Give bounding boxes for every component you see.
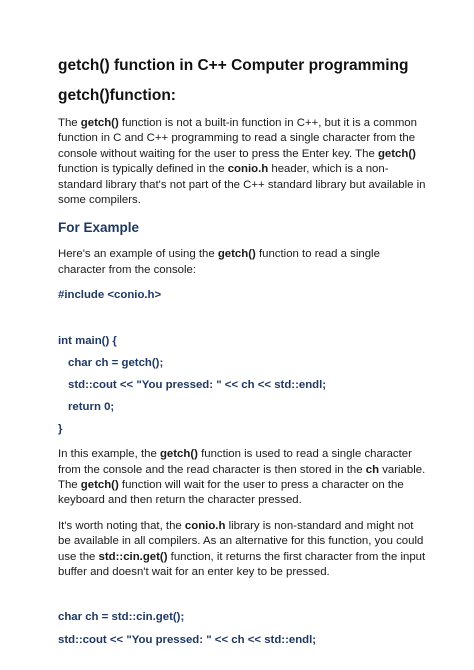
bold-term: getch() <box>80 479 119 492</box>
note-paragraph: It's worth noting that, the conio.h library is non-standard and might not be available in all compilers. As an alternative for this function, you could use the std::cin.get() function, it returns the first character from the input buffer and doesn't wait for an enter key to be pressed. <box>58 519 426 579</box>
code-block-2 <box>58 610 428 648</box>
bold-term: conio.h <box>184 519 226 532</box>
bold-term: conio.h <box>227 163 269 176</box>
bold-term: getch() <box>80 117 119 129</box>
code2-line-decl: char ch = std::cin.get(); <box>58 610 185 623</box>
section-title: getch()function: <box>58 87 176 104</box>
example-heading: For Example <box>58 220 140 236</box>
code-line-decl: char ch = getch(); <box>68 357 164 370</box>
bold-term: getch() <box>377 147 416 160</box>
bold-term: std::cin.get() <box>98 550 168 563</box>
document-page <box>58 56 428 648</box>
bold-term: getch() <box>217 248 256 261</box>
code-line-close: } <box>58 423 63 436</box>
code-line-cout: std::cout << "You pressed: " << ch << std::endl; <box>68 379 327 392</box>
code-line-include: #include <conio.h> <box>58 289 162 302</box>
bold-term: ch <box>365 463 380 476</box>
example-intro-paragraph: Here's an example of using the getch() function to read a single character from the console: <box>58 248 380 276</box>
page-title: getch() function in C++ Computer programming <box>58 57 409 74</box>
code-block-1 <box>58 288 428 437</box>
bold-term: getch() <box>159 448 198 461</box>
code-blank-line <box>58 303 428 334</box>
code-line-return: return 0; <box>68 401 115 414</box>
code-line-main: int main() { <box>58 335 117 348</box>
intro-paragraph: The getch() function is not a built-in function in C++, but it is a common function in C and C++ programming to read a single character from the console without waiting for the user to press the Enter key. The getch() function is typically defined in the conio.h header, which is a non-standard library that's not part of the C++ standard library but available in some compilers. <box>58 117 426 207</box>
explanation-paragraph: In this example, the getch() function is used to read a single character from the console and the read character is then stored in the ch variable. The getch() function will wait for the user to press a character on the keyboard and then return the character pressed. <box>58 448 426 507</box>
code2-line-cout: std::cout << "You pressed: " << ch << std::endl; <box>58 633 317 646</box>
